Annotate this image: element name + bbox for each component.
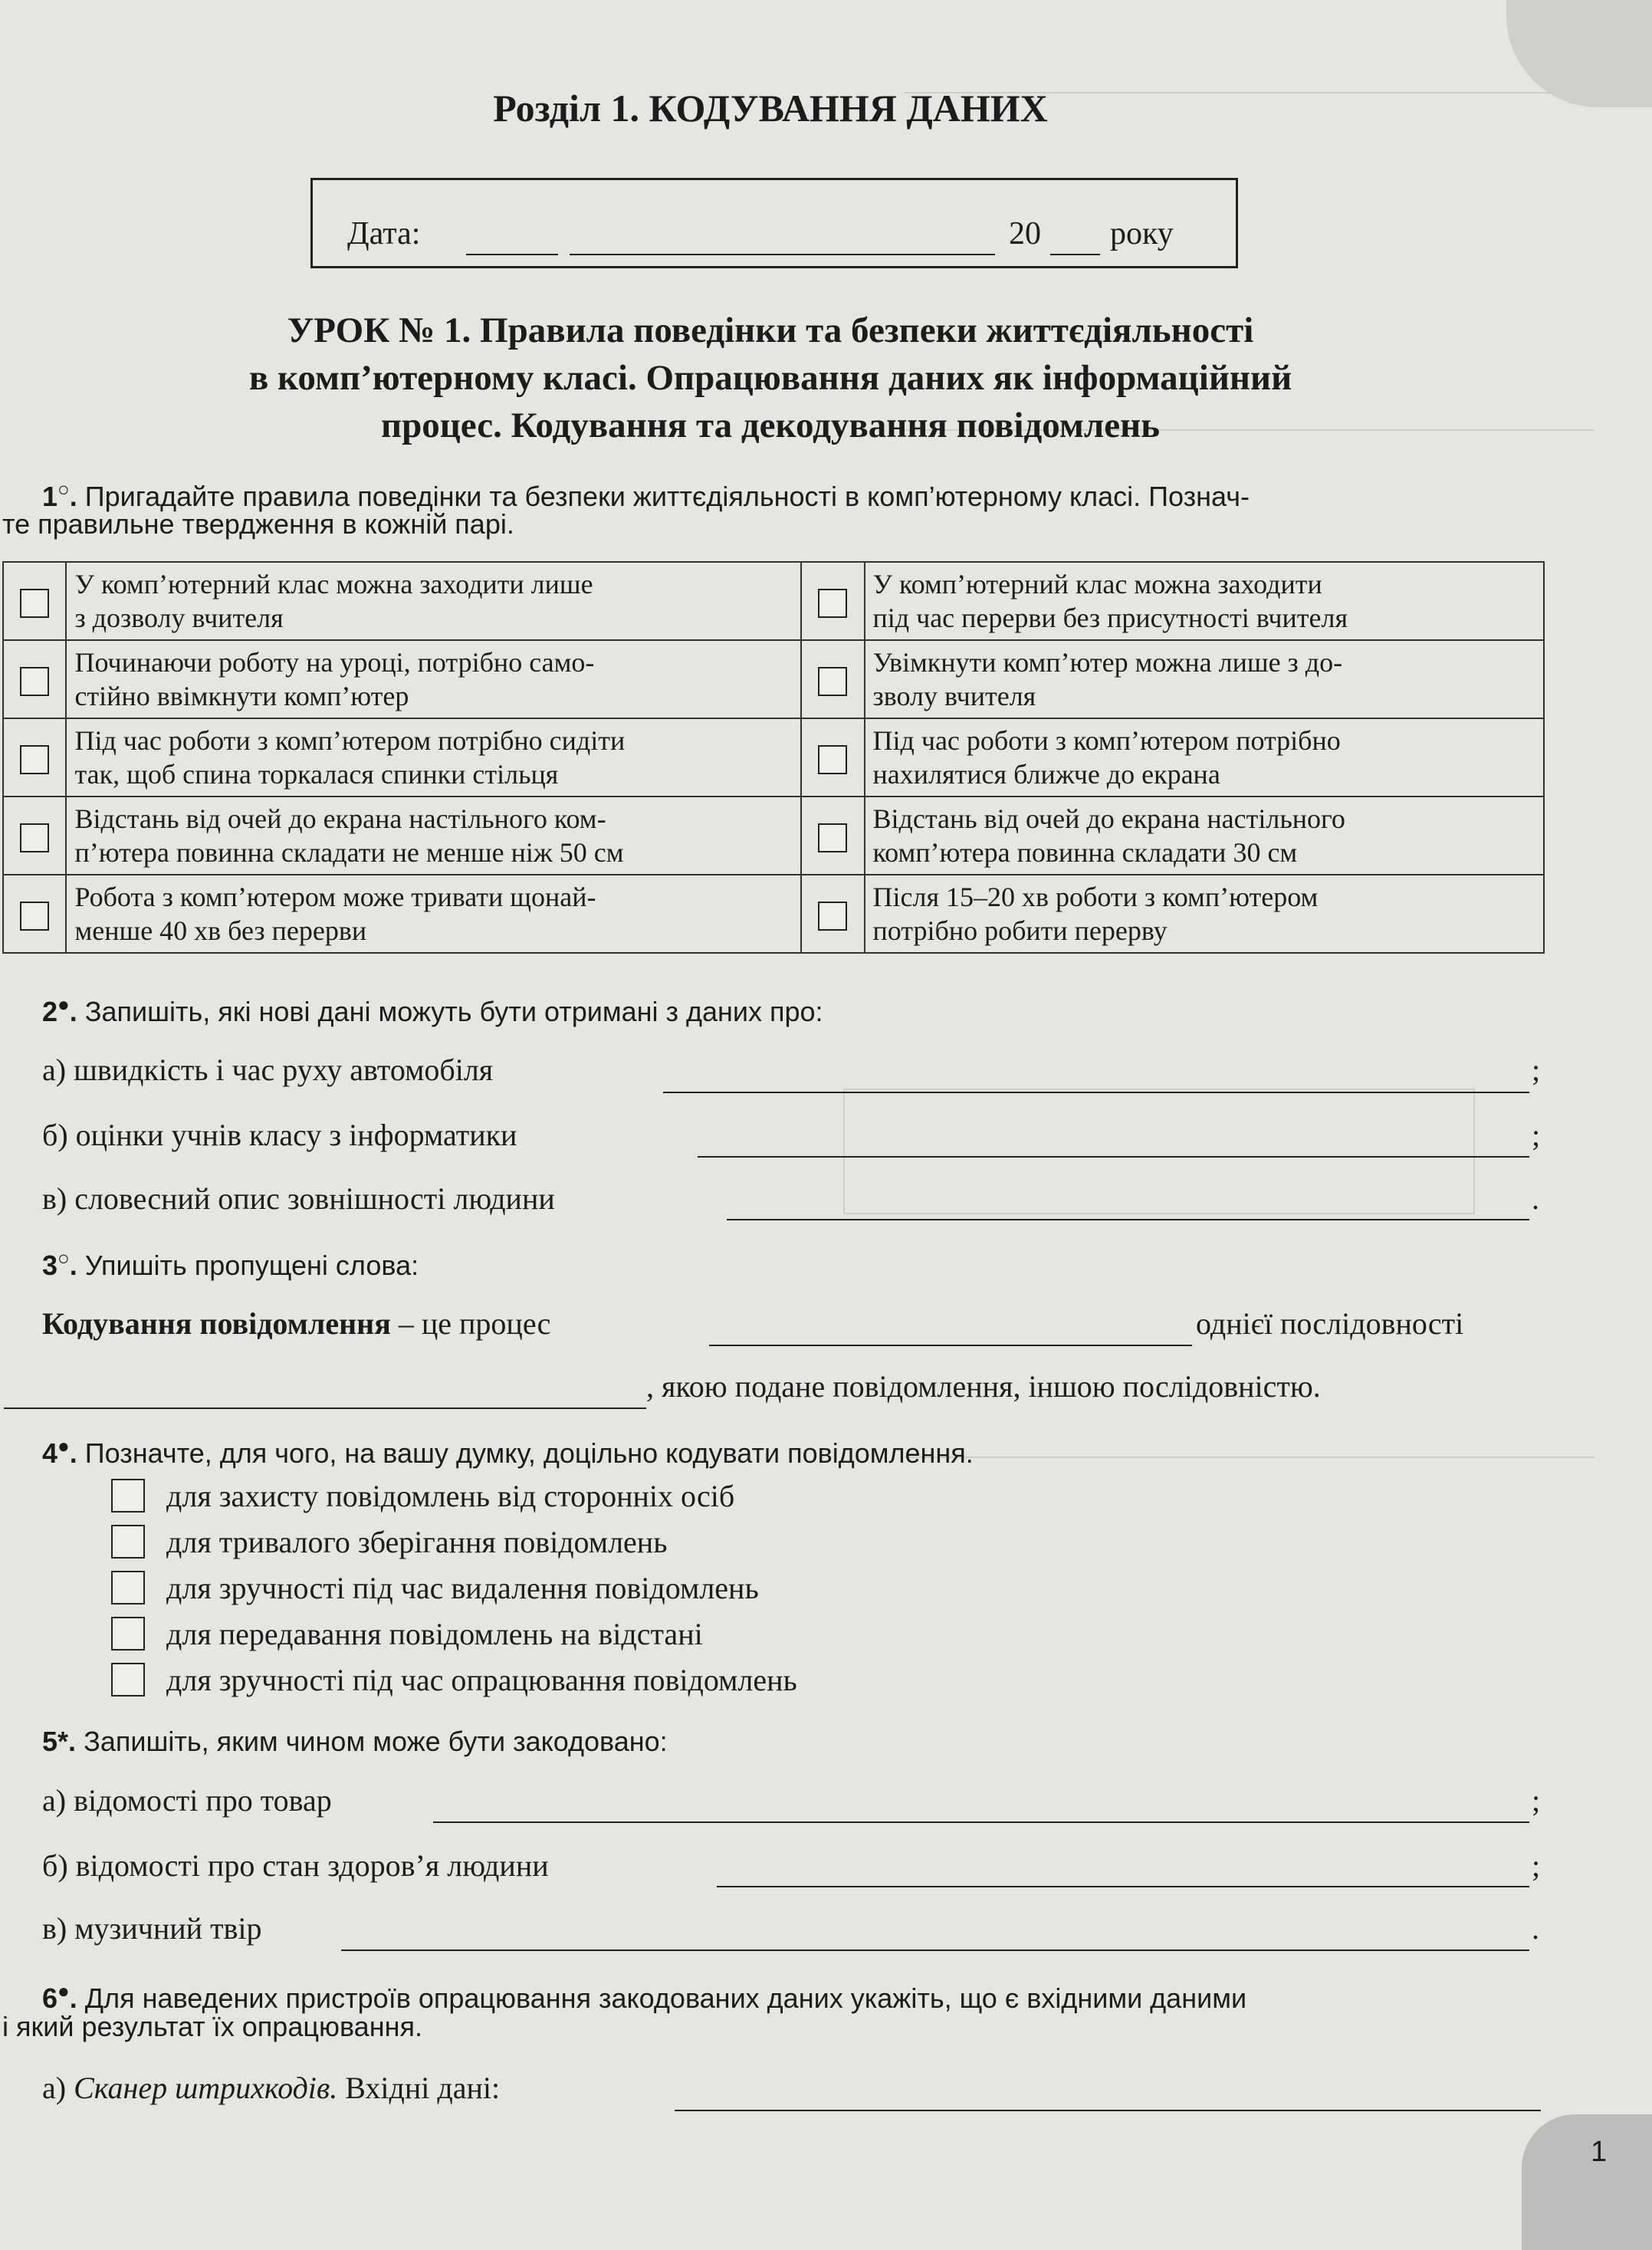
statement-right [865, 875, 1544, 953]
q2-number: 2●. [42, 993, 77, 1027]
q2-item-a-label: а) швидкість і час руху автомобіля [42, 1053, 494, 1087]
q2-item-a-end: ; [1532, 1053, 1541, 1087]
q2-item-b-label: б) оцінки учнів класу з інформатики [42, 1118, 517, 1152]
q3-part2: однієї послідовності [1196, 1306, 1464, 1341]
checkbox[interactable] [818, 667, 847, 696]
statement-pair-row [3, 718, 1544, 797]
q5-item-b-field[interactable] [717, 1886, 1529, 1887]
statement-pair-row [3, 797, 1544, 875]
q1-text-line1: Пригадайте правила поведінки та безпеки життєдіяльності в комп’ютерному класі. Познач- [84, 481, 1250, 512]
q6-item-a-field[interactable] [675, 2110, 1541, 2111]
statement-line: Починаючи роботу на уроці, потрібно само- [74, 647, 595, 678]
q2-item-c-label: в) словесний опис зовнішності людини [42, 1181, 555, 1216]
statement-left [66, 640, 801, 718]
q6-text-line1: Для наведених пристроїв опрацювання закодованих даних укажіть, що є вхідними даними [84, 1982, 1247, 2014]
checkbox-cell [801, 875, 864, 953]
q4-number: 4●. [42, 1434, 77, 1469]
lesson-title-line2: в комп’ютерному класі. Опрацювання даних як інформаційний [248, 358, 1292, 398]
date-box [310, 178, 1238, 268]
q5-item-a-label: а) відомості про товар [42, 1783, 332, 1818]
q2-item-b-field[interactable] [698, 1156, 1529, 1158]
q1-text-line2: те правильне твердження в кожній парі. [2, 508, 514, 540]
q3-prompt [42, 1240, 419, 1284]
statement-line: Під час роботи з комп’ютером потрібно [872, 725, 1341, 756]
checkbox[interactable] [20, 667, 49, 696]
statement-right [865, 640, 1544, 718]
q6-number: 6●. [42, 1979, 77, 2014]
q2-item-c-field[interactable] [727, 1219, 1529, 1220]
q4-text: Позначте, для чого, на вашу думку, доцільно кодувати повідомлення. [84, 1437, 974, 1469]
q6-device-name: Сканер штрихкодів. [74, 2071, 338, 2105]
statement-pair-row [3, 640, 1544, 718]
checkbox-cell [3, 640, 66, 718]
checkbox[interactable] [20, 823, 49, 852]
date-month-field[interactable] [570, 254, 995, 255]
q4-option-2[interactable]: для тривалого зберігання повідомлень [111, 1524, 667, 1560]
page-number-tab [1522, 2114, 1652, 2250]
statement-line: менше 40 хв без перерви [74, 915, 367, 946]
q5-item-a-end: ; [1532, 1783, 1541, 1818]
q5-text: Запишіть, яким чином може бути закодовано: [84, 1726, 668, 1757]
statement-left [66, 718, 801, 797]
q4-prompt [42, 1427, 974, 1472]
checkbox[interactable] [818, 823, 847, 852]
statement-line: Після 15–20 хв роботи з комп’ютером [872, 882, 1319, 912]
statement-left [66, 562, 801, 640]
checkbox[interactable] [111, 1479, 145, 1513]
q2-item-b-end: ; [1532, 1118, 1541, 1152]
statement-line: під час перерви без присутності вчителя [872, 603, 1348, 633]
statement-line: Під час роботи з комп’ютером потрібно сидіти [74, 725, 626, 756]
checkbox-cell [3, 562, 66, 640]
statement-line: нахилятися ближче до екрана [872, 759, 1220, 790]
page-number: 1 [1591, 2136, 1608, 2168]
checkbox-cell [3, 875, 66, 953]
checkbox[interactable] [818, 589, 847, 618]
checkbox-cell [3, 718, 66, 797]
q3-blank-1[interactable] [709, 1345, 1192, 1346]
statement-left [66, 797, 801, 875]
q4-option-5[interactable]: для зручності під час опрацювання повідомлень [111, 1662, 797, 1698]
checkbox-cell [801, 797, 864, 875]
q3-part1: – це процес [390, 1306, 551, 1341]
q4-option-1[interactable]: для захисту повідомлень від сторонніх осіб [111, 1478, 734, 1514]
q5-item-b-label: б) відомості про стан здоров’я людини [42, 1848, 549, 1883]
statement-line: стійно ввімкнути комп’ютер [74, 681, 409, 711]
statement-line: комп’ютера повинна складати 30 см [872, 837, 1298, 868]
date-day-field[interactable] [466, 254, 558, 255]
q3-sentence-start [42, 1306, 550, 1342]
date-label: Дата: [347, 216, 421, 251]
q6-item-a: а) Сканер штрихкодів. Вхідні дані: [42, 2071, 501, 2105]
q5-item-b-end: ; [1532, 1848, 1541, 1883]
statement-right [865, 718, 1544, 797]
lesson-title-line3: процес. Кодування та декодування повідомлень [380, 406, 1161, 445]
q4-option-3[interactable]: для зручності під час видалення повідомлень [111, 1570, 759, 1606]
checkbox[interactable] [111, 1617, 145, 1651]
q3-text: Упишіть пропущені слова: [84, 1250, 419, 1281]
q2-text: Запишіть, які нові дані можуть бути отримані з даних про: [84, 996, 823, 1027]
q2-item-c-end: . [1532, 1181, 1539, 1216]
q5-item-c-end: . [1532, 1911, 1539, 1946]
statement-line: з дозволу вчителя [74, 603, 284, 633]
q5-item-c-field[interactable] [341, 1949, 1529, 1951]
q2-prompt [42, 986, 823, 1030]
checkbox[interactable] [20, 589, 49, 618]
checkbox[interactable] [818, 902, 847, 931]
statement-pairs-table [2, 561, 1545, 954]
statement-line: Увімкнути комп’ютер можна лише з до- [872, 647, 1343, 678]
checkbox-cell [3, 797, 66, 875]
statement-line: так, щоб спина торкалася спинки стільця [74, 759, 559, 790]
q3-blank-2[interactable] [4, 1407, 646, 1409]
checkbox-cell [801, 562, 864, 640]
checkbox-cell [801, 640, 864, 718]
section-title: Розділ 1. КОДУВАННЯ ДАНИХ [493, 87, 1048, 130]
checkbox[interactable] [111, 1571, 145, 1605]
checkbox[interactable] [20, 902, 49, 931]
checkbox-cell [801, 718, 864, 797]
checkbox[interactable] [20, 745, 49, 774]
q2-item-a-field[interactable] [663, 1092, 1529, 1093]
checkbox[interactable] [111, 1663, 145, 1697]
q3-number: 3○. [42, 1247, 77, 1281]
date-year-field[interactable] [1050, 254, 1100, 255]
q5-item-a-field[interactable] [433, 1821, 1529, 1823]
statement-right [865, 797, 1544, 875]
statement-line: У комп’ютерний клас можна заходити [872, 569, 1322, 599]
checkbox[interactable] [111, 1525, 145, 1559]
q3-term: Кодування повідомлення [42, 1306, 391, 1341]
statement-line: п’ютера повинна складати не менше ніж 50 см [74, 837, 624, 868]
statement-line: Відстань від очей до екрана настільного ком- [74, 803, 606, 834]
statement-pair-row [3, 562, 1544, 640]
q5-prompt [42, 1723, 668, 1760]
statement-line: Робота з комп’ютером може тривати щонай- [74, 882, 596, 912]
date-year-word: року [1110, 216, 1174, 251]
statement-left [66, 875, 801, 953]
q1-number: 1○. [42, 478, 77, 512]
date-century: 20 [1009, 216, 1041, 251]
statement-right [865, 562, 1544, 640]
q3-part3: , якою подане повідомлення, іншою послідовністю. [646, 1369, 1321, 1404]
q6-text-line2: і який результат їх опрацювання. [2, 2011, 422, 2042]
statement-line: Відстань від очей до екрана настільного [872, 803, 1345, 834]
q5-number: 5*. [42, 1726, 77, 1757]
lesson-title-line1: УРОК № 1. Правила поведінки та безпеки життєдіяльності [287, 310, 1254, 350]
statement-line: У комп’ютерний клас можна заходити лише [74, 569, 593, 599]
statement-line: потрібно робити перерву [872, 915, 1168, 946]
statement-line: зволу вчителя [872, 681, 1036, 711]
q5-item-c-label: в) музичний твір [42, 1911, 262, 1946]
statement-pair-row [3, 875, 1544, 953]
lesson-title [0, 307, 1541, 449]
q4-option-4[interactable]: для передавання повідомлень на відстані [111, 1616, 703, 1652]
checkbox[interactable] [818, 745, 847, 774]
